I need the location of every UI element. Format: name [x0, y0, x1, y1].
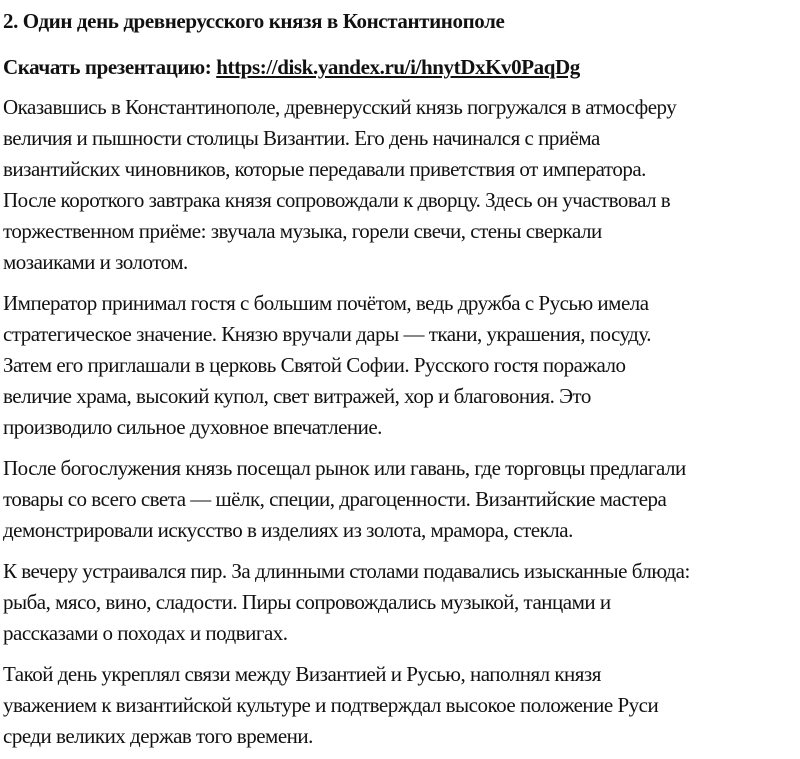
text-line: После богослужения князь посещал рынок или гавань, где торговцы предлагали	[3, 456, 686, 480]
text-line: среди великих держав того времени.	[3, 724, 313, 748]
text-line: мозаиками и золотом.	[3, 250, 188, 274]
text-line: Затем его приглашали в церковь Святой Софии. Русского гостя поражало	[3, 353, 626, 377]
paragraph	[3, 92, 800, 278]
text-line: рассказами о походах и подвигах.	[3, 621, 288, 645]
text-line: товары со всего света — шёлк, специи, драгоценности. Византийские мастера	[3, 487, 667, 511]
text-line: стратегическое значение. Князю вручали дары — ткани, украшения, посуду.	[3, 322, 652, 346]
paragraph	[3, 453, 800, 546]
text-line: византийских чиновников, которые передавали приветствия от императора.	[3, 157, 646, 181]
text-line: Оказавшись в Константинополе, древнерусский князь погружался в атмосферу	[3, 95, 677, 119]
text-line: величия и пышности столицы Византии. Его день начинался с приёма	[3, 126, 600, 150]
section-title: 2. Один день древнерусского князя в Константинополе	[3, 9, 505, 33]
text-line: величие храма, высокий купол, свет витражей, хор и благовония. Это	[3, 384, 591, 408]
download-row	[3, 52, 800, 82]
body-text	[3, 92, 800, 752]
text-line: рыба, мясо, вино, сладости. Пиры сопровождались музыкой, танцами и	[3, 590, 611, 614]
paragraph	[3, 556, 800, 649]
paragraph	[3, 288, 800, 443]
text-line: уважением к византийской культуре и подтверждал высокое положение Руси	[3, 693, 659, 717]
text-line: Такой день укреплял связи между Византией и Русью, наполнял князя	[3, 662, 601, 686]
text-line: производило сильное духовное впечатление.	[3, 415, 382, 439]
paragraph	[3, 659, 800, 752]
download-link[interactable]: https://disk.yandex.ru/i/hnytDxKv0PaqDg	[216, 55, 580, 79]
download-label: Скачать презентацию:	[3, 55, 212, 79]
text-line: Император принимал гостя с большим почётом, ведь дружба с Русью имела	[3, 291, 649, 315]
text-line: После короткого завтрака князя сопровождали к дворцу. Здесь он участвовал в	[3, 188, 671, 212]
text-line: демонстрировали искусство в изделиях из золота, мрамора, стекла.	[3, 518, 573, 542]
text-line: К вечеру устраивался пир. За длинными столами подавались изысканные блюда:	[3, 559, 690, 583]
text-line: торжественном приёме: звучала музыка, горели свечи, стены сверкали	[3, 219, 602, 243]
